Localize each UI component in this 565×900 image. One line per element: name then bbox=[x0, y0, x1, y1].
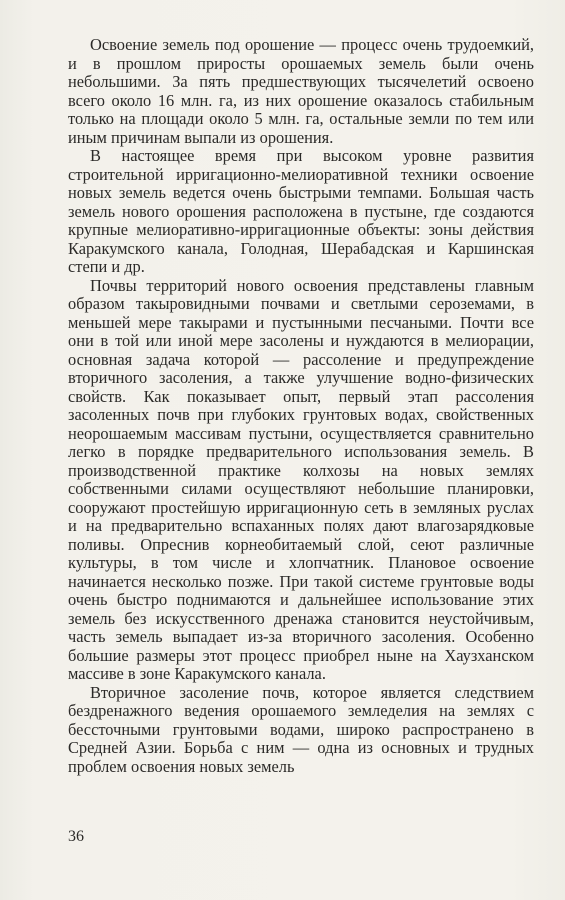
body-text bbox=[68, 36, 534, 776]
paragraph-2: В настоящее время при высоком уровне развития строительной ирригационно-мелиоративной техники освоение новых земель ведется очень быстрыми темпами. Большая часть земель нового орошения расположена в пустыне, где создаются крупные мелиоративно-ирригационные объекты: зоны действия Каракумского канала, Голодная, Шерабадская и Каршинская степи и др. bbox=[68, 146, 534, 276]
paragraph-3: Почвы территорий нового освоения представлены главным образом такыровидными почвами и светлыми сероземами, в меньшей мере такырами и пустынными песчаными. Почти все они в той или иной мере засолены и нуждаются в мелиорации, основная задача которой — рассоление и предупреждение вторичного засоления, а также улучшение водно-физических свойств. Как показывает опыт, первый этап рассоления засоленных почв при глубоких грунтовых водах, свойственных неорошаемым массивам пустыни, осуществляется сравнительно легко в порядке предварительного использования земель. В производственной практике колхозы на новых землях собственными силами осуществляют небольшие планировки, сооружают простейшую ирригационную сеть в земляных руслах и на предварительно вспаханных полях дают влагозарядковые поливы. Опреснив корнеобитаемый слой, сеют различные культуры, в том числе и хлопчатник. Плановое освоение начинается несколько позже. При такой системе грунтовые воды очень быстро поднимаются и дальнейшее использование этих земель без искусственного дренажа становится неустойчивым, часть земель выпадает из-за вторичного засоления. Особенно большие размеры этот процесс приобрел ныне на Хаузханском массиве в зоне Каракумского канала. bbox=[68, 275, 534, 683]
paragraph-1: Освоение земель под орошение — процесс очень трудоемкий, и в прошлом приросты орошаемых земель были очень небольшими. За пять предшествующих тысячелетий освоено всего около 16 млн. га, из них орошение оказалось стабильным только на площади около 5 млн. га, остальные земли по тем или иным причинам выпали из орошения. bbox=[68, 35, 534, 147]
paragraph-4: Вторичное засоление почв, которое является следствием бездренажного ведения орошаемого земледелия на землях с бессточными грунтовыми водами, широко распространено в Средней Азии. Борьба с ним — одна из основных и трудных проблем освоения новых земель bbox=[68, 682, 534, 776]
page-number: 36 bbox=[68, 828, 84, 845]
